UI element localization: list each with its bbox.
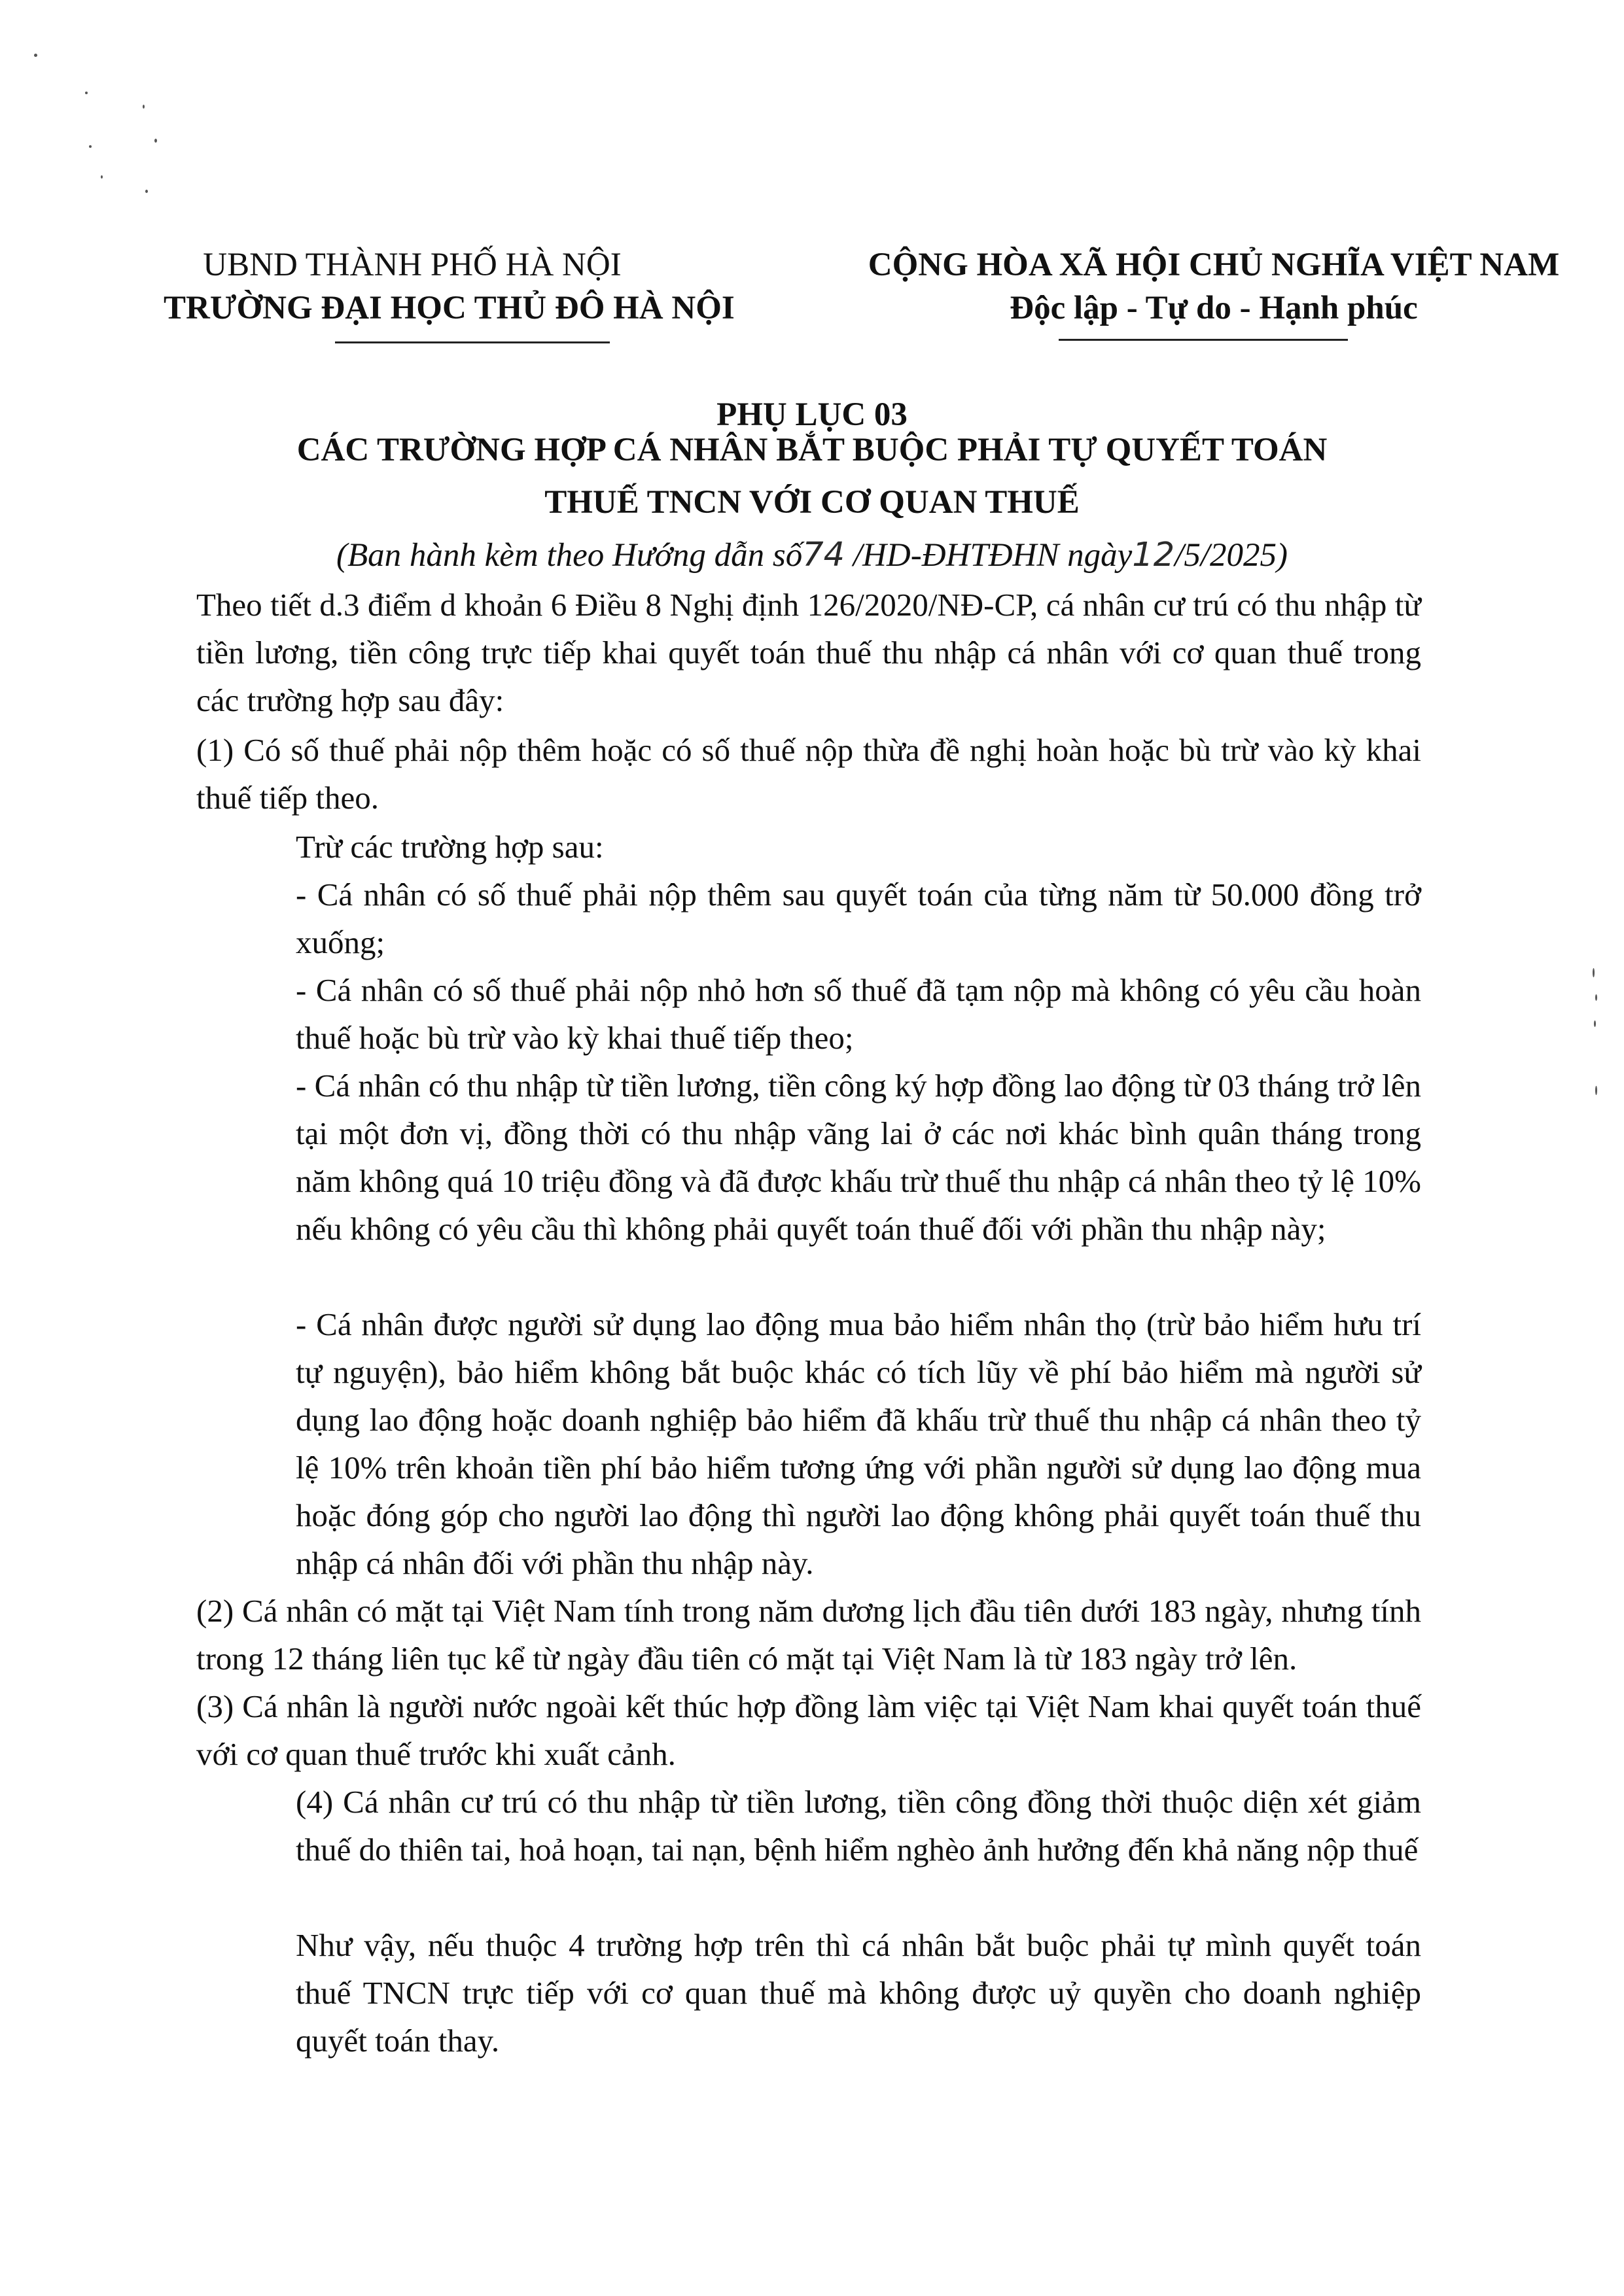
exception-2: - Cá nhân có số thuế phải nộp nhỏ hơn số thuế đã tạm nộp mà không có yêu cầu hoàn thuế hoặc bù trừ vào kỳ khai thuế tiếp theo; [296,972,1421,1056]
case-1: (1) Có số thuế phải nộp thêm hoặc có số thuế nộp thừa đề nghị hoàn hoặc bù trừ vào kỳ khai thuế tiếp theo. [196,732,1421,816]
national-motto: Độc lập - Tự do - Hạnh phúc [1010,290,1418,326]
exceptions-heading: Trừ các trường hợp sau: [296,829,604,865]
case-4: (4) Cá nhân cư trú có thu nhập từ tiền lương, tiền công đồng thời thuộc diện xét giảm thuế do thiên tai, hoả hoạn, tai nạn, bệnh hiểm nghèo ảnh hưởng đến khả năng nộp thuế [296,1784,1421,1868]
exception-4: - Cá nhân được người sử dụng lao động mua bảo hiểm nhân thọ (trừ bảo hiểm hưu trí tự nguyện), bảo hiểm không bắt buộc khác có tích lũy về phí bảo hiểm mà người sử dụng lao động hoặc doanh nghiệp bảo hiểm đã khấu trừ thuế thu nhập cá nhân theo tỷ lệ 10% trên khoản tiền phí bảo hiểm tương ứng với phần người sử dụng lao động mua hoặc đóng góp cho người lao động thì người lao động không phải quyết toán thuế thu nhập cá nhân đối với phần thu nhập này. [296,1306,1421,1581]
issuance-reference [0,534,1624,577]
appendix-title-line2: THUẾ TNCN VỚI CƠ QUAN THUẾ [544,484,1080,521]
reference-prefix: (Ban hành kèm theo Hướng dẫn số [336,537,803,574]
handwritten-day: 12 [1132,536,1175,574]
appendix-number: PHỤ LỤC 03 [716,396,908,433]
handwritten-document-number: 74 [802,536,845,574]
issuing-authority: UBND THÀNH PHỐ HÀ NỘI [203,247,622,283]
issuing-institution: TRƯỜNG ĐẠI HỌC THỦ ĐÔ HÀ NỘI [164,290,735,326]
reference-month-year: /5/2025) [1174,537,1288,574]
intro-paragraph: Theo tiết d.3 điểm d khoản 6 Điều 8 Nghị định 126/2020/NĐ-CP, cá nhân cư trú có thu nhập từ tiền lương, tiền công trực tiếp khai quyết toán thuế thu nhập cá nhân với cơ quan thuế trong các trường hợp sau đây: [196,587,1421,718]
appendix-title-line1: CÁC TRƯỜNG HỢP CÁ NHÂN BẮT BUỘC PHẢI TỰ QUYẾT TOÁN [296,432,1328,468]
national-title: CỘNG HÒA XÃ HỘI CHỦ NGHĨA VIỆT NAM [868,247,1560,283]
left-header-rule [335,341,610,343]
exception-1: - Cá nhân có số thuế phải nộp thêm sau quyết toán của từng năm từ 50.000 đồng trở xuống; [296,877,1421,960]
case-3: (3) Cá nhân là người nước ngoài kết thúc hợp đồng làm việc tại Việt Nam khai quyết toán thuế với cơ quan thuế trước khi xuất cảnh. [196,1688,1421,1772]
exception-3: - Cá nhân có thu nhập từ tiền lương, tiền công ký hợp đồng lao động từ 03 tháng trở lên tại một đơn vị, đồng thời có thu nhập vãng lai ở các nơi khác bình quân tháng trong năm không quá 10 triệu đồng và đã được khấu trừ thuế thu nhập cá nhân theo tỷ lệ 10% nếu không có yêu cầu thì không phải quyết toán thuế đối với phần thu nhập này; [296,1068,1421,1247]
right-header-rule [1059,339,1348,341]
conclusion-paragraph: Như vậy, nếu thuộc 4 trường hợp trên thì cá nhân bắt buộc phải tự mình quyết toán thuế TNCN trực tiếp với cơ quan thuế mà không được uỷ quyền cho doanh nghiệp quyết toán thay. [296,1927,1421,2059]
case-2: (2) Cá nhân có mặt tại Việt Nam tính trong năm dương lịch đầu tiên dưới 183 ngày, nhưng tính trong 12 tháng liên tục kể từ ngày đầu tiên có mặt tại Việt Nam là từ 183 ngày trở lên. [196,1593,1421,1677]
reference-code: /HD-ĐHTĐHN ngày [853,537,1133,574]
